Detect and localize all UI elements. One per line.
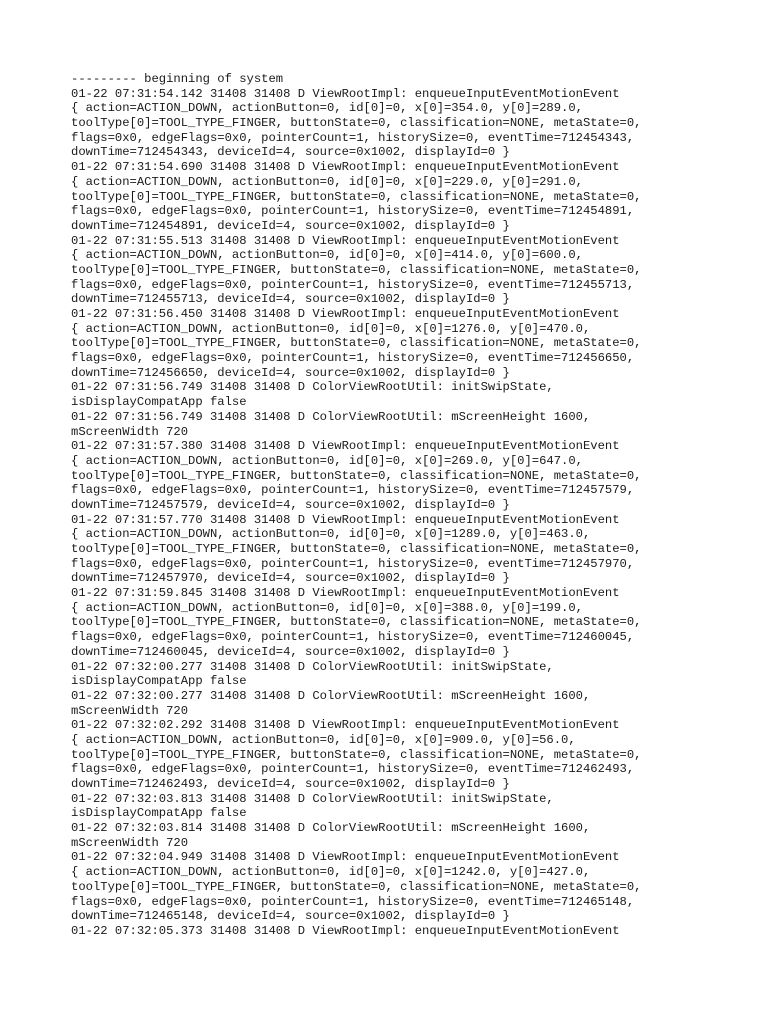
log-line: flags=0x0, edgeFlags=0x0, pointerCount=1, historySize=0, eventTime=712465148, — [71, 894, 635, 909]
log-line: toolType[0]=TOOL_TYPE_FINGER, buttonState=0, classification=NONE, metaState=0, — [71, 336, 642, 351]
log-line: isDisplayCompatApp false — [71, 395, 247, 410]
log-line: 01-22 07:31:54.142 31408 31408 D ViewRootImpl: enqueueInputEventMotionEvent — [71, 86, 620, 101]
log-line: 01-22 07:32:04.949 31408 31408 D ViewRootImpl: enqueueInputEventMotionEvent — [71, 850, 620, 865]
log-line: 01-22 07:31:55.513 31408 31408 D ViewRootImpl: enqueueInputEventMotionEvent — [71, 233, 620, 248]
log-line: 01-22 07:32:03.814 31408 31408 D ColorViewRootUtil: mScreenHeight 1600, — [71, 821, 591, 836]
log-line: 01-22 07:32:02.292 31408 31408 D ViewRootImpl: enqueueInputEventMotionEvent — [71, 718, 620, 733]
log-line: 01-22 07:31:59.845 31408 31408 D ViewRootImpl: enqueueInputEventMotionEvent — [71, 586, 620, 601]
log-line: { action=ACTION_DOWN, actionButton=0, id[0]=0, x[0]=354.0, y[0]=289.0, — [71, 101, 583, 116]
log-line: 01-22 07:32:00.277 31408 31408 D ColorViewRootUtil: initSwipState, — [71, 659, 554, 674]
log-line: flags=0x0, edgeFlags=0x0, pointerCount=1, historySize=0, eventTime=712455713, — [71, 277, 635, 292]
log-line: 01-22 07:31:57.380 31408 31408 D ViewRootImpl: enqueueInputEventMotionEvent — [71, 439, 620, 454]
log-line: downTime=712454343, deviceId=4, source=0x1002, displayId=0 } — [71, 145, 510, 160]
log-line: toolType[0]=TOOL_TYPE_FINGER, buttonState=0, classification=NONE, metaState=0, — [71, 542, 642, 556]
log-line: flags=0x0, edgeFlags=0x0, pointerCount=1, historySize=0, eventTime=712454343, — [71, 130, 635, 145]
log-line: 01-22 07:31:56.749 31408 31408 D ColorViewRootUtil: mScreenHeight 1600, — [71, 409, 591, 424]
log-line: { action=ACTION_DOWN, actionButton=0, id[0]=0, x[0]=269.0, y[0]=647.0, — [71, 453, 583, 468]
log-line: mScreenWidth 720 — [71, 835, 189, 850]
log-header-line: --------- beginning of system — [71, 72, 284, 86]
log-line: flags=0x0, edgeFlags=0x0, pointerCount=1, historySize=0, eventTime=712457579, — [71, 483, 635, 498]
log-line: toolType[0]=TOOL_TYPE_FINGER, buttonState=0, classification=NONE, metaState=0, — [71, 879, 642, 894]
log-line: isDisplayCompatApp false — [71, 674, 247, 689]
log-line: downTime=712462493, deviceId=4, source=0x1002, displayId=0 } — [71, 777, 510, 791]
log-line: downTime=712455713, deviceId=4, source=0x1002, displayId=0 } — [71, 292, 510, 307]
log-text-block — [71, 72, 751, 939]
log-line: flags=0x0, edgeFlags=0x0, pointerCount=1, historySize=0, eventTime=712460045, — [71, 630, 635, 645]
log-line: toolType[0]=TOOL_TYPE_FINGER, buttonState=0, classification=NONE, metaState=0, — [71, 116, 642, 131]
log-line: toolType[0]=TOOL_TYPE_FINGER, buttonState=0, classification=NONE, metaState=0, — [71, 615, 642, 630]
log-line: { action=ACTION_DOWN, actionButton=0, id[0]=0, x[0]=1289.0, y[0]=463.0, — [71, 527, 591, 542]
log-line: flags=0x0, edgeFlags=0x0, pointerCount=1, historySize=0, eventTime=712456650, — [71, 351, 635, 366]
log-line: toolType[0]=TOOL_TYPE_FINGER, buttonState=0, classification=NONE, metaState=0, — [71, 262, 642, 277]
log-line: mScreenWidth 720 — [71, 424, 189, 439]
log-line: 01-22 07:32:05.373 31408 31408 D ViewRootImpl: enqueueInputEventMotionEvent — [71, 923, 620, 938]
log-line: isDisplayCompatApp false — [71, 806, 247, 821]
log-line: toolType[0]=TOOL_TYPE_FINGER, buttonState=0, classification=NONE, metaState=0, — [71, 747, 642, 762]
log-line: toolType[0]=TOOL_TYPE_FINGER, buttonState=0, classification=NONE, metaState=0, — [71, 468, 642, 483]
log-line: flags=0x0, edgeFlags=0x0, pointerCount=1, historySize=0, eventTime=712462493, — [71, 762, 635, 777]
log-line: downTime=712456650, deviceId=4, source=0x1002, displayId=0 } — [71, 365, 510, 380]
log-line: 01-22 07:32:00.277 31408 31408 D ColorViewRootUtil: mScreenHeight 1600, — [71, 688, 591, 703]
log-line: downTime=712460045, deviceId=4, source=0x1002, displayId=0 } — [71, 644, 510, 659]
log-line: { action=ACTION_DOWN, actionButton=0, id[0]=0, x[0]=414.0, y[0]=600.0, — [71, 248, 583, 263]
log-line: mScreenWidth 720 — [71, 703, 189, 718]
log-line: { action=ACTION_DOWN, actionButton=0, id[0]=0, x[0]=1242.0, y[0]=427.0, — [71, 865, 591, 880]
log-line: { action=ACTION_DOWN, actionButton=0, id[0]=0, x[0]=1276.0, y[0]=470.0, — [71, 321, 591, 336]
log-line: flags=0x0, edgeFlags=0x0, pointerCount=1, historySize=0, eventTime=712454891, — [71, 204, 635, 219]
log-line: downTime=712454891, deviceId=4, source=0x1002, displayId=0 } — [71, 218, 510, 233]
log-line: 01-22 07:32:03.813 31408 31408 D ColorViewRootUtil: initSwipState, — [71, 791, 554, 806]
log-line: flags=0x0, edgeFlags=0x0, pointerCount=1, historySize=0, eventTime=712457970, — [71, 556, 635, 571]
log-line: downTime=712457579, deviceId=4, source=0x1002, displayId=0 } — [71, 497, 510, 512]
log-line: 01-22 07:31:54.690 31408 31408 D ViewRootImpl: enqueueInputEventMotionEvent — [71, 160, 620, 175]
log-line: { action=ACTION_DOWN, actionButton=0, id[0]=0, x[0]=909.0, y[0]=56.0, — [71, 732, 576, 747]
log-line: downTime=712465148, deviceId=4, source=0x1002, displayId=0 } — [71, 909, 510, 924]
log-line: 01-22 07:31:57.770 31408 31408 D ViewRootImpl: enqueueInputEventMotionEvent — [71, 512, 620, 527]
log-line: 01-22 07:31:56.749 31408 31408 D ColorViewRootUtil: initSwipState, — [71, 380, 554, 395]
log-line: 01-22 07:31:56.450 31408 31408 D ViewRootImpl: enqueueInputEventMotionEvent — [71, 307, 620, 321]
log-line: downTime=712457970, deviceId=4, source=0x1002, displayId=0 } — [71, 571, 510, 586]
log-line: toolType[0]=TOOL_TYPE_FINGER, buttonState=0, classification=NONE, metaState=0, — [71, 189, 642, 204]
log-line: { action=ACTION_DOWN, actionButton=0, id[0]=0, x[0]=229.0, y[0]=291.0, — [71, 174, 583, 189]
log-line: { action=ACTION_DOWN, actionButton=0, id[0]=0, x[0]=388.0, y[0]=199.0, — [71, 600, 583, 615]
